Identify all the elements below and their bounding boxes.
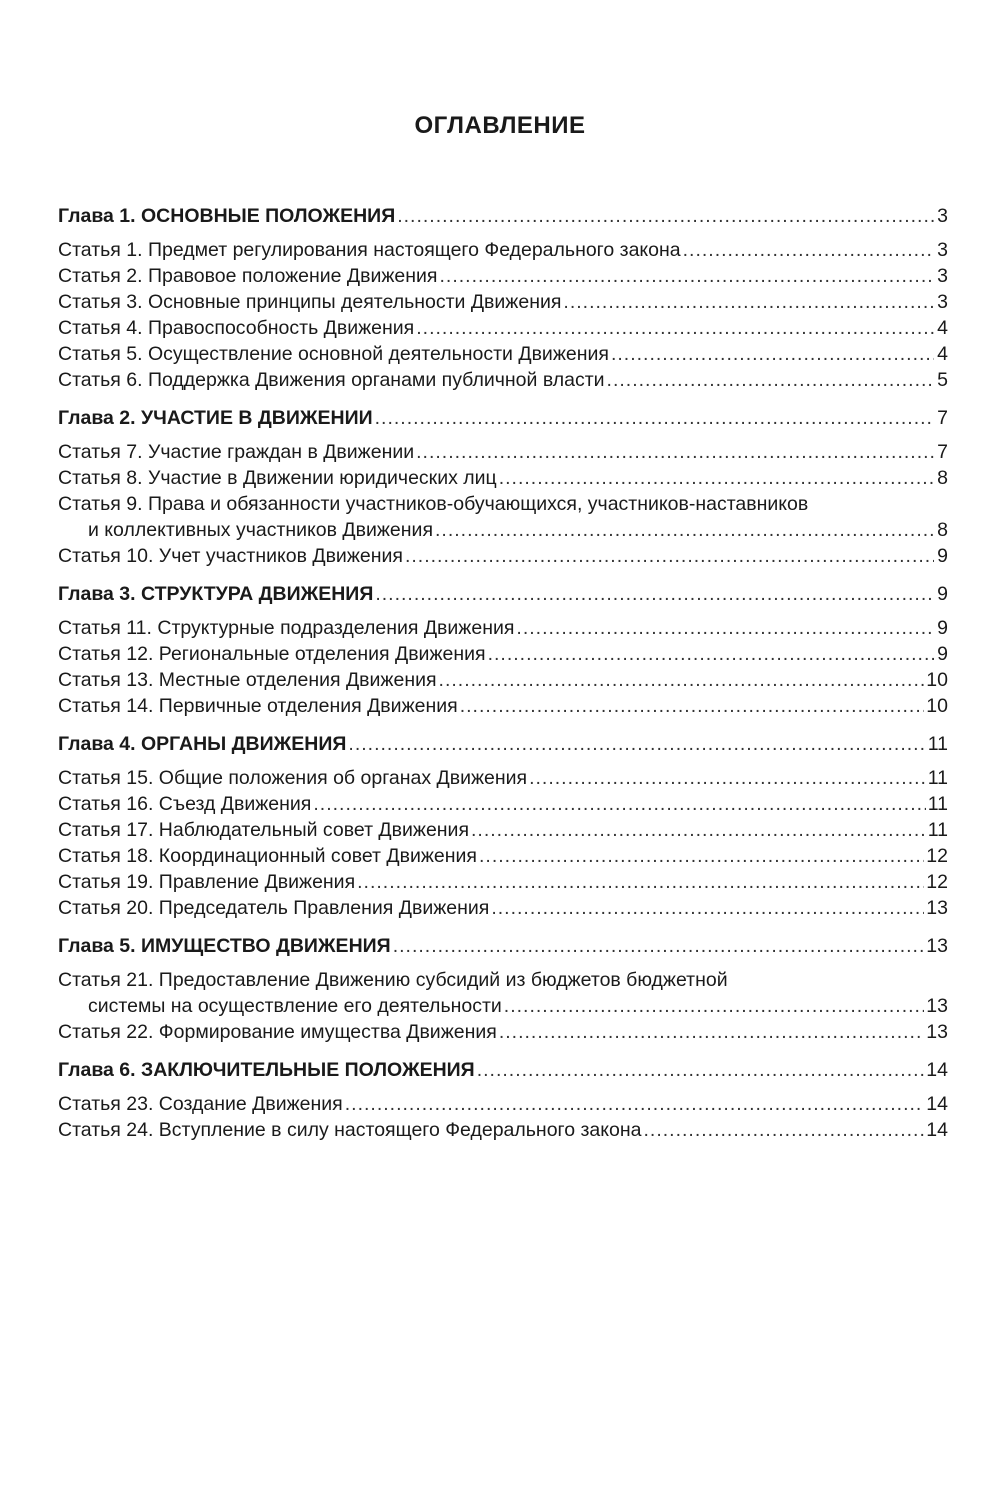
article-entry[interactable]: [58, 1091, 948, 1117]
chapter-heading[interactable]: [58, 1057, 948, 1083]
article-entry[interactable]: [58, 543, 948, 569]
dot-leader: [357, 869, 924, 895]
page-number: 4: [937, 317, 948, 339]
page-number: 10: [926, 669, 948, 691]
chapter-title: Глава 5. ИМУЩЕСТВО ДВИЖЕНИЯ: [58, 935, 391, 957]
article-title: Статья 9. Права и обязанности участников-обучающихся, участников-наставников: [58, 493, 809, 515]
dot-leader: [488, 641, 934, 667]
dot-leader: [504, 993, 925, 1019]
article-entry[interactable]: [58, 967, 948, 993]
article-entry[interactable]: [58, 791, 948, 817]
chapter-title: Глава 4. ОРГАНЫ ДВИЖЕНИЯ: [58, 733, 347, 755]
article-title: Статья 24. Вступление в силу настоящего Федерального закона: [58, 1119, 642, 1141]
dot-leader: [435, 517, 934, 543]
article-title: Статья 20. Председатель Правления Движения: [58, 897, 490, 919]
article-title: Статья 22. Формирование имущества Движения: [58, 1021, 497, 1043]
toc-chapter: [58, 405, 948, 569]
article-title: Статья 23. Создание Движения: [58, 1093, 343, 1115]
dot-leader: [471, 817, 926, 843]
article-title: Статья 19. Правление Движения: [58, 871, 356, 893]
article-entry[interactable]: [58, 367, 948, 393]
table-of-contents: [58, 203, 948, 1155]
article-entry[interactable]: [58, 465, 948, 491]
article-title: Статья 14. Первичные отделения Движения: [58, 695, 458, 717]
page-number: 9: [937, 583, 948, 605]
chapter-heading[interactable]: [58, 203, 948, 229]
dot-leader: [529, 765, 926, 791]
dot-leader: [479, 843, 924, 869]
article-entry-continuation[interactable]: [58, 993, 948, 1019]
article-title: Статья 2. Правовое положение Движения: [58, 265, 438, 287]
dot-leader: [375, 581, 934, 607]
article-title: Статья 13. Местные отделения Движения: [58, 669, 437, 691]
article-entry[interactable]: [58, 1019, 948, 1045]
chapter-heading[interactable]: [58, 731, 948, 757]
article-title-continuation: системы на осуществление его деятельности: [88, 995, 502, 1017]
dot-leader: [499, 1019, 924, 1045]
article-title: Статья 10. Учет участников Движения: [58, 545, 403, 567]
dot-leader: [439, 263, 934, 289]
dot-leader: [375, 405, 934, 431]
article-entry[interactable]: [58, 315, 948, 341]
chapter-title: Глава 2. УЧАСТИЕ В ДВИЖЕНИИ: [58, 407, 373, 429]
page-number: 3: [937, 205, 948, 227]
toc-chapter: [58, 581, 948, 719]
article-entry[interactable]: [58, 615, 948, 641]
article-entry[interactable]: [58, 843, 948, 869]
chapter-title: Глава 1. ОСНОВНЫЕ ПОЛОЖЕНИЯ: [58, 205, 396, 227]
page-number: 11: [927, 767, 948, 789]
article-title-continuation: и коллективных участников Движения: [88, 519, 434, 541]
article-entry[interactable]: [58, 667, 948, 693]
toc-chapter: [58, 1057, 948, 1143]
toc-chapter: [58, 933, 948, 1045]
dot-leader: [683, 237, 934, 263]
dot-leader: [397, 203, 934, 229]
dot-leader: [607, 367, 934, 393]
article-title: Статья 4. Правоспособность Движения: [58, 317, 415, 339]
page-number: 11: [927, 793, 948, 815]
article-title: Статья 3. Основные принципы деятельности Движения: [58, 291, 562, 313]
page-number: 14: [926, 1059, 948, 1081]
article-entry[interactable]: [58, 1117, 948, 1143]
article-entry[interactable]: [58, 895, 948, 921]
article-title: Статья 5. Осуществление основной деятельности Движения: [58, 343, 609, 365]
dot-leader: [460, 693, 925, 719]
page-number: 11: [927, 733, 948, 755]
toc-chapter: [58, 731, 948, 921]
article-entry[interactable]: [58, 263, 948, 289]
page-number: 13: [926, 935, 948, 957]
page-number: 5: [937, 369, 948, 391]
dot-leader: [491, 895, 924, 921]
article-entry[interactable]: [58, 439, 948, 465]
page-number: 9: [937, 545, 948, 567]
page-number: 10: [926, 695, 948, 717]
dot-leader: [348, 731, 925, 757]
article-title: Статья 8. Участие в Движении юридических лиц: [58, 467, 497, 489]
article-entry[interactable]: [58, 869, 948, 895]
page-number: 12: [926, 845, 948, 867]
page-number: 13: [926, 995, 948, 1017]
page-number: 4: [937, 343, 948, 365]
dot-leader: [611, 341, 934, 367]
page-number: 3: [937, 265, 948, 287]
page-number: 7: [937, 441, 948, 463]
article-entry[interactable]: [58, 237, 948, 263]
chapter-title: Глава 3. СТРУКТУРА ДВИЖЕНИЯ: [58, 583, 374, 605]
article-title: Статья 7. Участие граждан в Движении: [58, 441, 415, 463]
article-entry[interactable]: [58, 817, 948, 843]
dot-leader: [516, 615, 934, 641]
dot-leader: [643, 1117, 924, 1143]
dot-leader: [393, 933, 925, 959]
article-title: Статья 21. Предоставление Движению субсидий из бюджетов бюджетной: [58, 969, 728, 991]
page-number: 9: [937, 617, 948, 639]
page-number: 8: [937, 467, 948, 489]
dot-leader: [405, 543, 934, 569]
article-title: Статья 6. Поддержка Движения органами публичной власти: [58, 369, 605, 391]
article-entry[interactable]: [58, 693, 948, 719]
page-number: 9: [937, 643, 948, 665]
article-title: Статья 11. Структурные подразделения Движения: [58, 617, 515, 639]
page-number: 11: [927, 819, 948, 841]
article-entry[interactable]: [58, 765, 948, 791]
dot-leader: [563, 289, 934, 315]
page-number: 8: [937, 519, 948, 541]
page-number: 7: [937, 407, 948, 429]
article-title: Статья 18. Координационный совет Движения: [58, 845, 477, 867]
page-number: 3: [937, 291, 948, 313]
dot-leader: [499, 465, 934, 491]
dot-leader: [439, 667, 925, 693]
page-number: 14: [926, 1119, 948, 1141]
page-number: 13: [926, 1021, 948, 1043]
article-title: Статья 17. Наблюдательный совет Движения: [58, 819, 470, 841]
article-entry-continuation[interactable]: [58, 517, 948, 543]
page-number: 3: [937, 239, 948, 261]
article-title: Статья 12. Региональные отделения Движения: [58, 643, 486, 665]
toc-chapter: [58, 203, 948, 393]
article-title: Статья 1. Предмет регулирования настоящего Федерального закона: [58, 239, 681, 261]
page-number: 14: [926, 1093, 948, 1115]
dot-leader: [345, 1091, 925, 1117]
page-number: 13: [926, 897, 948, 919]
chapter-heading[interactable]: [58, 405, 948, 431]
article-entry[interactable]: [58, 289, 948, 315]
chapter-heading[interactable]: [58, 933, 948, 959]
article-title: Статья 15. Общие положения об органах Движения: [58, 767, 528, 789]
article-entry[interactable]: [58, 491, 948, 517]
dot-leader: [416, 439, 934, 465]
article-entry[interactable]: [58, 341, 948, 367]
chapter-title: Глава 6. ЗАКЛЮЧИТЕЛЬНЫЕ ПОЛОЖЕНИЯ: [58, 1059, 475, 1081]
dot-leader: [477, 1057, 925, 1083]
page-number: 12: [926, 871, 948, 893]
dot-leader: [313, 791, 925, 817]
page-title: ОГЛАВЛЕНИЕ: [414, 112, 586, 139]
article-title: Статья 16. Съезд Движения: [58, 793, 312, 815]
dot-leader: [416, 315, 934, 341]
article-entry[interactable]: [58, 641, 948, 667]
chapter-heading[interactable]: [58, 581, 948, 607]
